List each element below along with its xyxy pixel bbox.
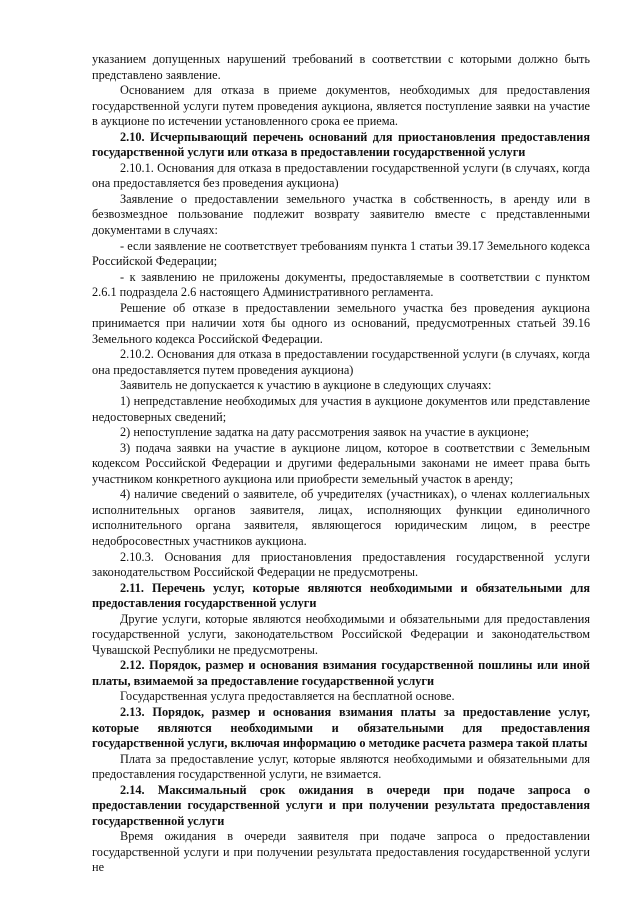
list-item: 3) подача заявки на участие в аукционе лицом, которое в соответствии с Земельным кодексом Российской Федерации и другими федеральными законами не имеет права быть участником конкретного аукциона или приобрести земельный участок в аренду;	[92, 440, 590, 486]
paragraph: Основанием для отказа в приеме документов, необходимых для предоставления государственной услуги путем проведения аукциона, является поступление заявки на участие в аукционе по истечении установленного срока ее приема.	[92, 83, 590, 129]
paragraph: Плата за предоставление услуг, которые являются необходимыми и обязательными для предоставления государственной услуги, не взимается.	[92, 751, 590, 782]
paragraph: 2.10.3. Основания для приостановления предоставления государственной услуги законодательством Российской Федерации не предусмотрены.	[92, 549, 590, 580]
paragraph: Другие услуги, которые являются необходимыми и обязательными для предоставления государственной услуги, законодательством Российской Федерации и законодательством Чувашской Республики не предусмотрены.	[92, 611, 590, 657]
section-heading: 2.11. Перечень услуг, которые являются необходимыми и обязательными для предоставления государственной услуги	[92, 580, 590, 611]
list-item: 4) наличие сведений о заявителе, об учредителях (участниках), о членах коллегиальных исполнительных органов заявителя, лицах, исполняющих функции единоличного исполнительного органа заявителя, являющегося юридическим лицом, в реестре недобросовестных участников аукциона.	[92, 487, 590, 548]
paragraph: Заявление о предоставлении земельного участка в собственность, в аренду или в безвозмездное пользование подлежит возврату заявителю вместе с представленными документами в случаях:	[92, 191, 590, 238]
section-heading: 2.10. Исчерпывающий перечень оснований для приостановления предоставления государственной услуги или отказа в предоставлении государственной услуги	[92, 129, 590, 160]
paragraph: Время ожидания в очереди заявителя при подаче запроса о предоставлении государственной услуги и при получении результата предоставления государственной услуги не	[92, 829, 590, 875]
paragraph: указанием допущенных нарушений требований в соответствии с которыми должно быть представлено заявление.	[92, 52, 590, 82]
section-heading: 2.12. Порядок, размер и основания взимания государственной пошлины или иной платы, взимаемой за предоставление государственной услуги	[92, 658, 590, 688]
paragraph: Заявитель не допускается к участию в аукционе в следующих случаях:	[120, 378, 492, 393]
paragraph: 2.10.1. Основания для отказа в предоставлении государственной услуги (в случаях, когда она предоставляется без проведения аукциона)	[92, 160, 590, 191]
document-page	[92, 52, 590, 876]
list-item: - к заявлению не приложены документы, предоставляемые в соответствии с пунктом 2.6.1 подраздела 2.6 настоящего Административного регламента.	[92, 269, 590, 300]
paragraph: Государственная услуга предоставляется на бесплатной основе.	[120, 689, 455, 704]
list-item: 2) непоступление задатка на дату рассмотрения заявок на участие в аукционе;	[120, 425, 530, 440]
list-item: 1) непредставление необходимых для участия в аукционе документов или представление недостоверных сведений;	[92, 394, 590, 424]
paragraph: 2.10.2. Основания для отказа в предоставлении государственной услуги (в случаях, когда она предоставляется путем проведения аукциона)	[92, 347, 590, 377]
paragraph: Решение об отказе в предоставлении земельного участка без проведения аукциона принимается при наличии хотя бы одного из оснований, предусмотренных статьей 39.16 Земельного кодекса Российской Федерации.	[92, 300, 590, 346]
section-heading: 2.13. Порядок, размер и основания взимания платы за предоставление услуг, которые являются необходимыми и обязательными для предоставления государственной услуги, включая информацию о методике расчета размера такой платы	[92, 704, 590, 751]
list-item: - если заявление не соответствует требованиям пункта 1 статьи 39.17 Земельного кодекса Российской Федерации;	[92, 238, 590, 269]
section-heading: 2.14. Максимальный срок ожидания в очереди при подаче запроса о предоставлении государственной услуги и при получении результата предоставления государственной услуги	[92, 782, 590, 828]
